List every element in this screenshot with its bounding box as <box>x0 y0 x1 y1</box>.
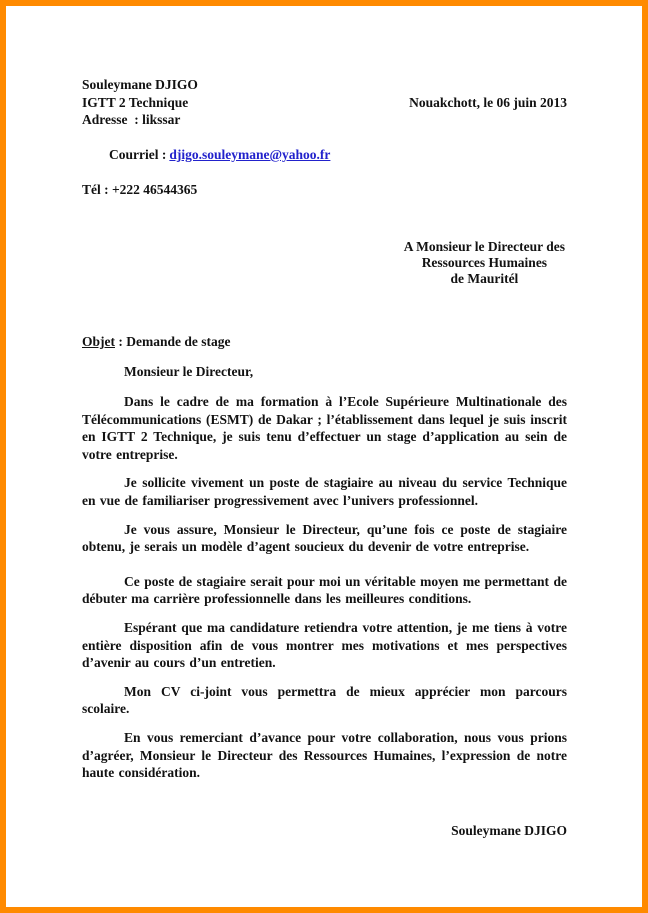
date-line: Nouakchott, le 06 juin 2013 <box>409 94 567 110</box>
sender-program: IGTT 2 Technique <box>82 94 189 110</box>
subject-label: Objet <box>82 334 115 350</box>
subject-separator: : <box>115 334 127 350</box>
letter-content <box>6 6 642 839</box>
body-paragraph-3: Je vous assure, Monsieur le Directeur, qu’une fois ce poste de stagiaire obtenu, je serais un modèle d’agent soucieux du devenir de votre entreprise. <box>82 521 567 555</box>
sender-name: Souleymane DJIGO <box>82 77 198 92</box>
body-paragraph-6: Mon CV ci-joint vous permettra de mieux apprécier mon parcours scolaire. <box>82 683 567 717</box>
sender-email-row <box>82 129 567 182</box>
body-paragraph-1: Dans le cadre de ma formation à l’Ecole Supérieure Multinationale des Télécommunications (ESMT) de Dakar ; l’établissement dans lequel je suis inscrit en IGTT 2 Technique, je suis tenu d’effectuer un stage d’application au sein de votre entreprise. <box>82 394 567 462</box>
sender-block <box>82 76 567 199</box>
body-paragraph-7: En vous remerciant d’avance pour votre collaboration, nous vous prions d’agréer, Monsieur le Directeur des Ressources Humaines, l’expression de notre haute considération. <box>82 730 567 781</box>
salutation: Monsieur le Directeur, <box>124 363 254 379</box>
body-paragraph-5: Espérant que ma candidature retiendra votre attention, je me tiens à votre entière disposition afin de vous montrer mes motivations et mes perspectives d’avenir au cours d’un entretien. <box>82 620 567 671</box>
body-paragraph-4: Ce poste de stagiaire serait pour moi un véritable moyen me permettant de débuter ma carrière professionnelle dans les meilleures conditions. <box>82 573 567 607</box>
body-paragraph-2: Je sollicite vivement un poste de stagiaire au niveau du service Technique en vue de familiariser progressivement avec l’univers professionnel. <box>82 475 567 509</box>
signature-wrap <box>82 822 567 840</box>
recipient-block <box>404 239 567 288</box>
sender-email-link[interactable]: djigo.souleymane@yahoo.fr <box>169 147 331 162</box>
recipient-line-1: A Monsieur le Directeur des <box>403 238 565 254</box>
recipient-line-2: Ressources Humaines <box>421 254 548 270</box>
signature-name: Souleymane DJIGO <box>451 822 567 838</box>
sender-email-label: Courriel : <box>109 147 167 162</box>
recipient-line-3: de Mauritél <box>450 270 519 286</box>
sender-program-date-row <box>82 94 567 112</box>
subject-text: Demande de stage <box>126 334 231 350</box>
sender-phone: Tél : +222 46544365 <box>82 182 198 197</box>
sender-address: Adresse : likssar <box>82 112 181 127</box>
recipient-wrap <box>82 239 567 288</box>
subject-line <box>82 333 567 351</box>
